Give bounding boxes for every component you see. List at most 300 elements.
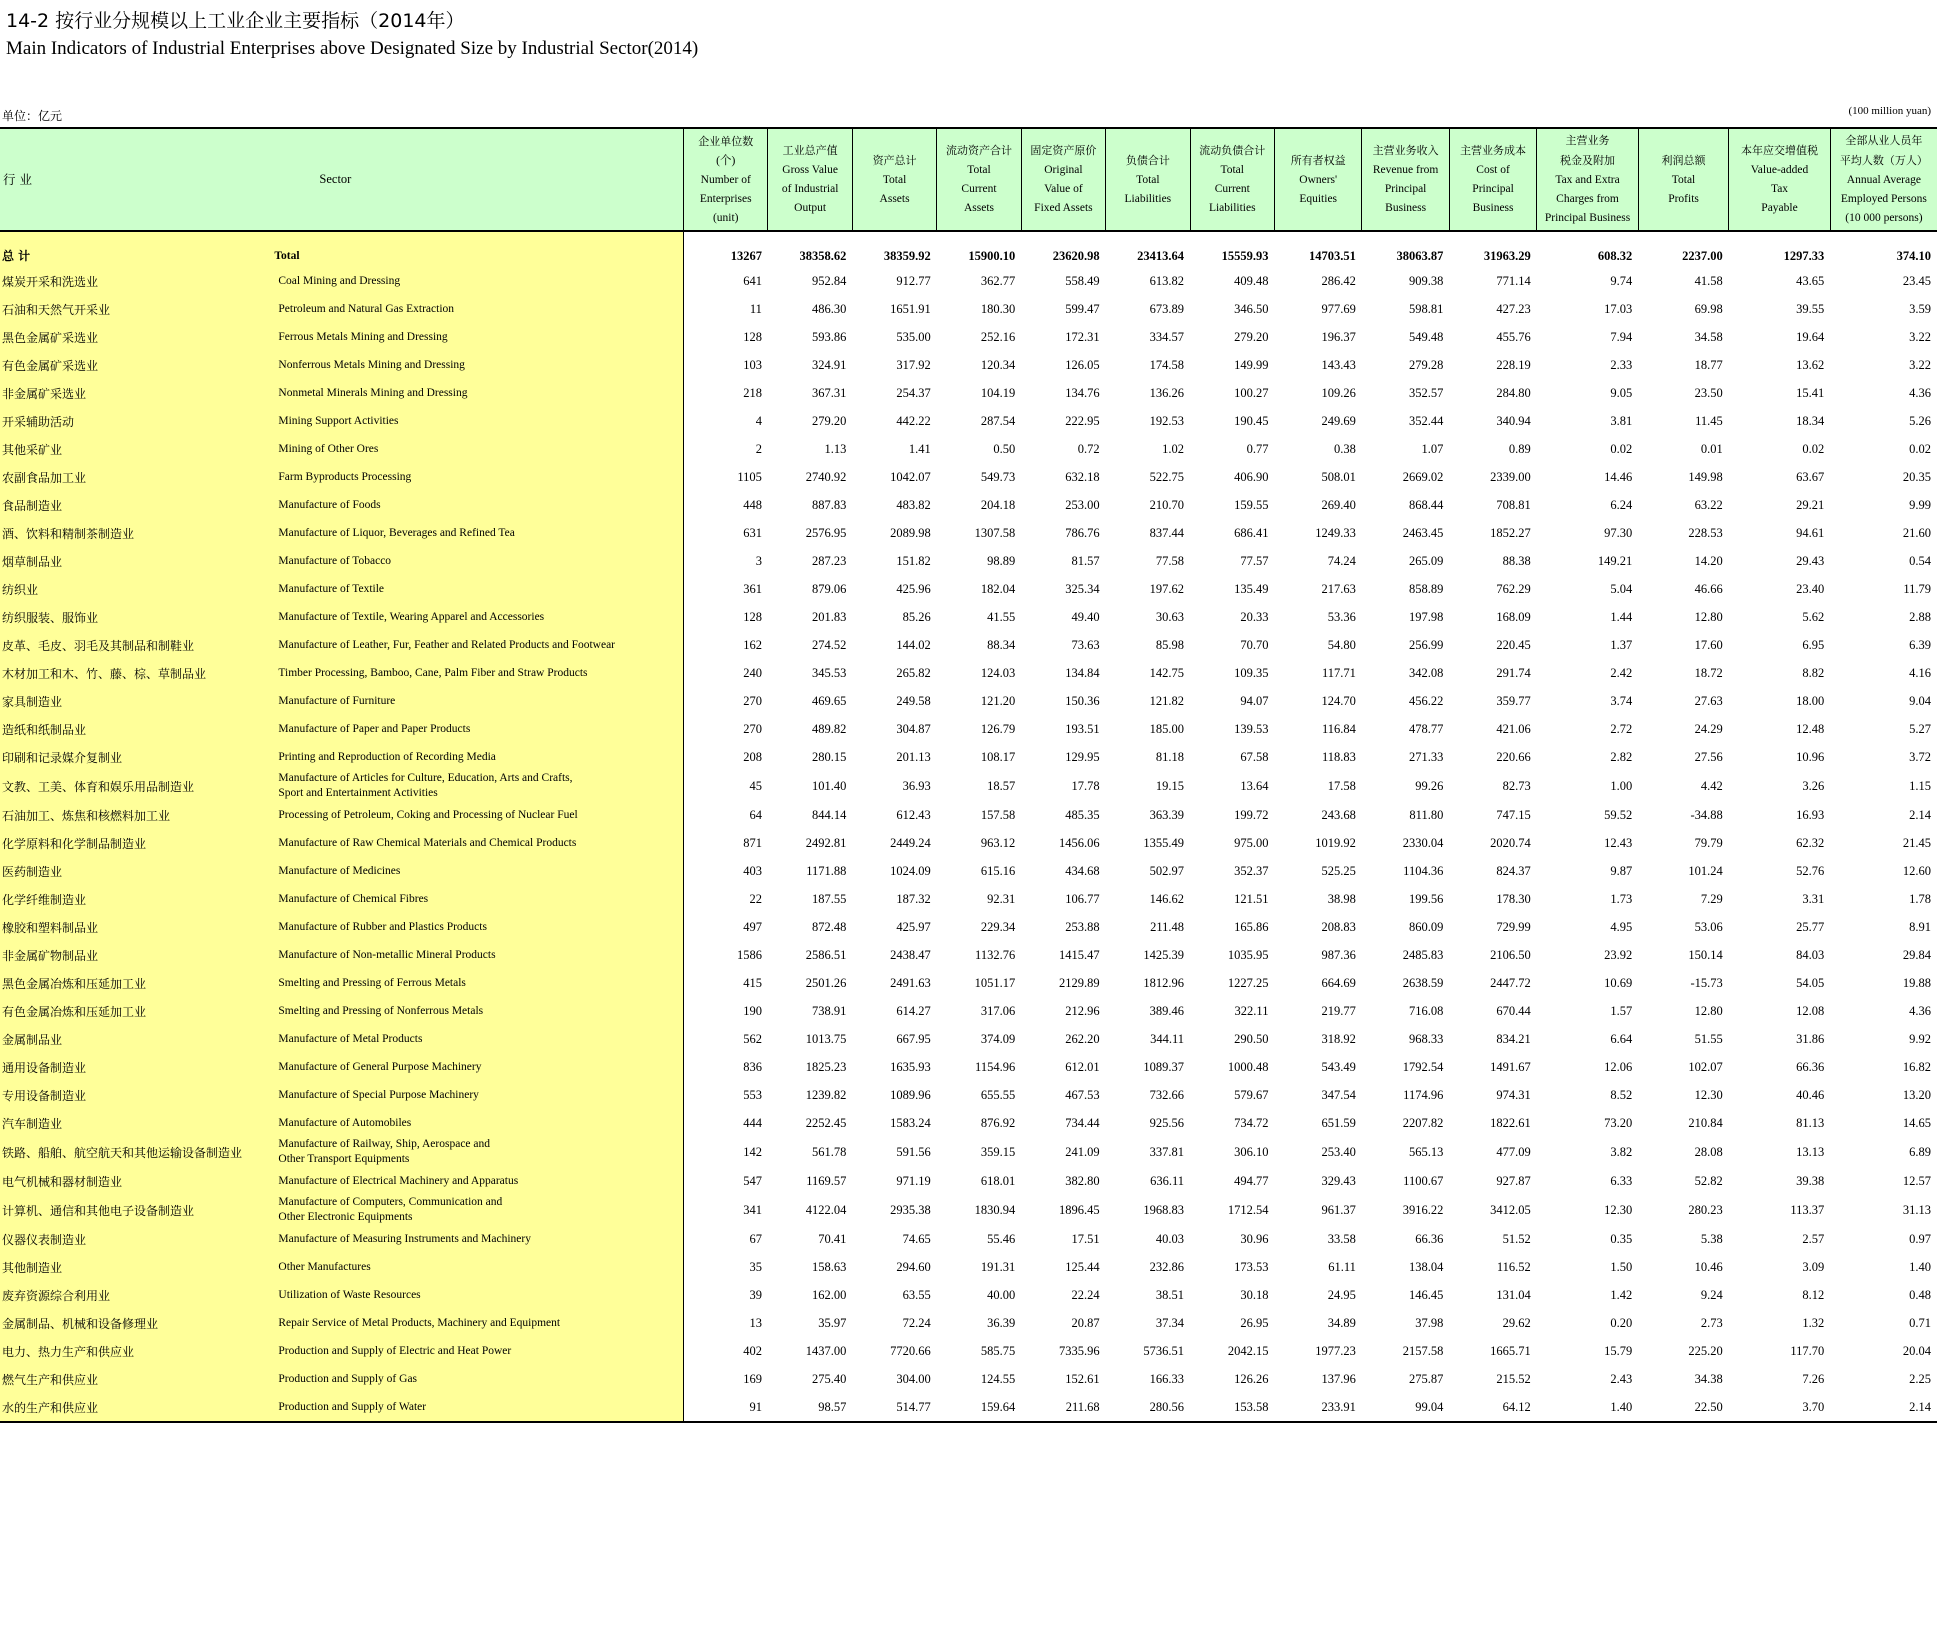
value-cell: 109.35 [1234, 665, 1269, 680]
value-cell: 11.45 [1695, 413, 1723, 428]
value-cell: 1.02 [1162, 441, 1185, 456]
value-cell: 124.55 [980, 1371, 1016, 1386]
value-cell: 73.63 [1071, 637, 1100, 652]
value-cell: 12.48 [1796, 721, 1825, 736]
value-cell: 549.48 [1408, 329, 1444, 344]
value-cell: 1.73 [1610, 891, 1633, 906]
value-cell: 46.66 [1694, 581, 1723, 596]
value-cell: 211.48 [1150, 919, 1185, 934]
value-cell: 2935.38 [890, 1202, 931, 1217]
value-cell: 456.22 [1408, 693, 1444, 708]
column-header-9 [1449, 128, 1536, 231]
value-cell: 4.36 [1909, 1003, 1931, 1018]
value-cell: 41.55 [987, 609, 1016, 624]
value-cell: 12.60 [1902, 863, 1931, 878]
value-cell: 17.51 [1071, 1231, 1100, 1246]
sector-name-cn: 造纸和纸制品业 [0, 715, 271, 743]
value-cell: 28.08 [1694, 1144, 1723, 1159]
value-cell: 174.58 [1149, 357, 1185, 372]
column-header-cn: 全部从业人员年 平均人数（万人） [1839, 134, 1928, 167]
value-cell: 673.89 [1149, 301, 1185, 316]
value-cell: 5.27 [1909, 721, 1931, 736]
value-cell: 987.36 [1321, 947, 1356, 962]
value-cell: 425.97 [896, 919, 931, 934]
value-cell: 708.81 [1496, 497, 1531, 512]
value-cell: 125.44 [1065, 1259, 1100, 1274]
value-cell: 270 [684, 715, 768, 743]
value-cell: 17.03 [1604, 301, 1633, 316]
sector-name-en: Manufacture of Automobiles [271, 1109, 683, 1137]
value-cell: 253.40 [1321, 1144, 1356, 1159]
value-cell: 25.77 [1796, 919, 1825, 934]
value-cell: 448 [684, 491, 768, 519]
value-cell: 1.07 [1421, 441, 1444, 456]
value-cell: 489.82 [811, 721, 847, 736]
value-cell: 52.76 [1796, 863, 1825, 878]
table-row [0, 969, 1937, 997]
value-cell: 15559.93 [1221, 249, 1269, 263]
value-cell: 99.04 [1362, 1393, 1449, 1422]
value-cell: 317.92 [896, 357, 931, 372]
table-header-row [0, 128, 1937, 231]
value-cell: 1977.23 [1315, 1343, 1356, 1358]
value-cell: 1491.67 [1490, 1059, 1531, 1074]
value-cell: 543.49 [1321, 1059, 1356, 1074]
column-header-en: Tax and Extra Charges from Principal Business [1544, 174, 1631, 224]
value-cell: 477.09 [1496, 1144, 1531, 1159]
sector-name-cn: 酒、饮料和精制茶制造业 [0, 519, 271, 547]
value-cell: 53.36 [1327, 609, 1356, 624]
value-cell: 3916.22 [1402, 1202, 1444, 1217]
value-cell: 34.38 [1694, 1371, 1723, 1386]
value-cell: 9.04 [1909, 693, 1931, 708]
value-cell: 73.20 [1604, 1115, 1633, 1130]
value-cell: 9.74 [1610, 273, 1633, 288]
value-cell: 166.33 [1149, 1371, 1185, 1386]
table-row [0, 1025, 1937, 1053]
sector-name-cn: 石油加工、炼焦和核燃料加工业 [0, 801, 271, 829]
value-cell: 1437.00 [805, 1343, 847, 1358]
value-cell: 4 [684, 407, 768, 435]
sector-name-en: Other Manufactures [271, 1253, 683, 1281]
table-row [0, 295, 1937, 323]
table-row [0, 323, 1937, 351]
value-cell: 121.20 [980, 693, 1016, 708]
value-cell: 2501.26 [805, 975, 847, 990]
value-cell: 8.52 [1610, 1087, 1633, 1102]
value-cell: 868.44 [1408, 497, 1444, 512]
value-cell: 97.30 [1604, 525, 1633, 540]
value-cell: 74.65 [902, 1231, 931, 1246]
value-cell: 5.62 [1802, 609, 1825, 624]
value-cell: 254.37 [896, 385, 931, 400]
value-cell: 190.45 [1234, 413, 1269, 428]
value-cell: 134.76 [1065, 385, 1100, 400]
sector-name-cn: 农副食品加工业 [0, 463, 271, 491]
value-cell: 1132.76 [975, 947, 1016, 962]
sector-name-cn: 开采辅助活动 [0, 407, 271, 435]
value-cell: 1024.09 [890, 863, 931, 878]
column-header-cn: 工业总产值 [782, 144, 838, 157]
value-cell: 525.25 [1321, 863, 1356, 878]
sector-name-en: Nonferrous Metals Mining and Dressing [271, 351, 683, 379]
value-cell: 146.62 [1149, 891, 1185, 906]
value-cell: 455.76 [1496, 329, 1531, 344]
value-cell: 434.68 [1065, 863, 1100, 878]
value-cell: 101.24 [1688, 863, 1723, 878]
sector-name-en: Utilization of Waste Resources [271, 1281, 683, 1309]
value-cell: 535.00 [896, 329, 931, 344]
value-cell: 103 [684, 351, 768, 379]
value-cell: 3.70 [1729, 1393, 1831, 1422]
sector-name-cn: 食品制造业 [0, 491, 271, 519]
table-row [0, 913, 1937, 941]
value-cell: 716.08 [1408, 1003, 1444, 1018]
value-cell: 1852.27 [1490, 525, 1531, 540]
sector-name-en: Farm Byproducts Processing [271, 463, 683, 491]
value-cell: 262.20 [1065, 1031, 1100, 1046]
value-cell: 1169.57 [806, 1173, 847, 1188]
sector-name-cn: 纺织业 [0, 575, 271, 603]
value-cell: 52.82 [1694, 1173, 1723, 1188]
value-cell: 30.18 [1240, 1287, 1269, 1302]
value-cell: 159.64 [937, 1393, 1021, 1422]
value-cell: 1456.06 [1059, 835, 1100, 850]
value-cell: 38.98 [1327, 891, 1356, 906]
value-cell: 8.91 [1909, 919, 1931, 934]
sector-name-en: Timber Processing, Bamboo, Cane, Palm Fiber and Straw Products [271, 659, 683, 687]
value-cell: 3.82 [1610, 1144, 1633, 1159]
value-cell: 1822.61 [1490, 1115, 1531, 1130]
table-row [0, 547, 1937, 575]
value-cell: 36.39 [987, 1315, 1016, 1330]
sector-name-cn: 皮革、毛皮、羽毛及其制品和制鞋业 [0, 631, 271, 659]
table-row [0, 1309, 1937, 1337]
value-cell: 215.52 [1496, 1371, 1531, 1386]
value-cell: 3.09 [1802, 1259, 1825, 1274]
sector-name-en: Manufacture of Chemical Fibres [271, 885, 683, 913]
value-cell: 0.02 [1610, 441, 1633, 456]
value-cell: 6.24 [1610, 497, 1633, 512]
value-cell: 3.26 [1802, 778, 1825, 793]
value-cell: 1792.54 [1402, 1059, 1444, 1074]
value-cell: 143.43 [1321, 357, 1356, 372]
value-cell: 38.51 [1155, 1287, 1185, 1302]
value-cell: 858.89 [1408, 581, 1444, 596]
value-cell: 837.44 [1149, 525, 1185, 540]
value-cell: 252.16 [980, 329, 1016, 344]
value-cell: 834.21 [1496, 1031, 1531, 1046]
sector-name-en: Mining of Other Ores [271, 435, 683, 463]
value-cell: 45 [684, 771, 768, 801]
value-cell: 18.57 [987, 778, 1016, 793]
value-cell: 1.00 [1610, 778, 1633, 793]
value-cell: 187.55 [811, 891, 847, 906]
value-cell: 88.34 [987, 637, 1016, 652]
sector-name-en: Smelting and Pressing of Ferrous Metals [271, 969, 683, 997]
value-cell: 6.33 [1610, 1173, 1633, 1188]
value-cell: 35 [684, 1253, 768, 1281]
value-cell: 2 [684, 435, 768, 463]
value-cell: 1415.47 [1059, 947, 1100, 962]
value-cell: 427.23 [1496, 301, 1531, 316]
sector-name-cn: 化学原料和化学制品制造业 [0, 829, 271, 857]
sector-name-cn: 橡胶和塑料制品业 [0, 913, 271, 941]
sector-name-en: Manufacture of Rubber and Plastics Products [271, 913, 683, 941]
value-cell: 12.80 [1694, 1003, 1723, 1018]
value-cell: 23413.64 [1137, 249, 1185, 263]
value-cell: 2339.00 [1490, 469, 1531, 484]
value-cell: 81.13 [1796, 1115, 1825, 1130]
value-cell: 497 [684, 913, 768, 941]
value-cell: 66.36 [1415, 1231, 1444, 1246]
value-cell: 128 [684, 603, 768, 631]
value-cell: 229.34 [980, 919, 1016, 934]
value-cell: 389.46 [1149, 1003, 1185, 1018]
value-cell: 824.37 [1496, 863, 1531, 878]
value-cell: 971.19 [896, 1173, 931, 1188]
value-cell: 72.24 [902, 1315, 931, 1330]
value-cell: 24.29 [1694, 721, 1723, 736]
value-cell: 85.98 [1155, 637, 1185, 652]
value-cell: 367.31 [811, 385, 847, 400]
value-cell: 591.56 [896, 1144, 931, 1159]
value-cell: 322.11 [1234, 1003, 1269, 1018]
value-cell: 265.82 [896, 665, 931, 680]
value-cell: 977.69 [1321, 301, 1356, 316]
sector-name-cn: 专用设备制造业 [0, 1081, 271, 1109]
value-cell: 2.14 [1830, 1393, 1937, 1422]
value-cell: 0.50 [993, 441, 1016, 456]
value-cell: 5.38 [1700, 1231, 1723, 1246]
value-cell: 55.46 [987, 1231, 1016, 1246]
value-cell: 927.87 [1496, 1173, 1531, 1188]
value-cell: 187.32 [896, 891, 931, 906]
value-cell: 2576.95 [805, 525, 847, 540]
value-cell: 31963.29 [1483, 249, 1531, 263]
value-cell: 208.83 [1321, 919, 1356, 934]
value-cell: 2106.50 [1490, 947, 1531, 962]
value-cell: 70.70 [1240, 637, 1269, 652]
value-cell: 22 [684, 885, 768, 913]
value-cell: 871 [684, 829, 768, 857]
value-cell: 30.96 [1240, 1231, 1269, 1246]
value-cell: -34.88 [1690, 807, 1723, 822]
value-cell: 33.58 [1327, 1231, 1356, 1246]
column-header-en: Total Liabilities [1124, 173, 1172, 205]
column-header-cn: 主营业务 税金及附加 [1560, 134, 1616, 167]
value-cell: 415 [684, 969, 768, 997]
value-cell: 16.93 [1796, 807, 1825, 822]
value-cell: 82.73 [1502, 778, 1531, 793]
value-cell: 208 [684, 743, 768, 771]
value-cell: 18.00 [1796, 693, 1825, 708]
value-cell: 18.72 [1694, 665, 1723, 680]
value-cell: 193.51 [1065, 721, 1100, 736]
column-header-en: Annual Average Employed Persons (10 000 persons) [1840, 174, 1927, 224]
value-cell: 291.74 [1496, 665, 1531, 680]
value-cell: 565.13 [1408, 1144, 1444, 1159]
value-cell: 14703.51 [1309, 249, 1356, 263]
sector-name-cn: 总 计 [0, 231, 271, 267]
value-cell: 150.14 [1688, 947, 1723, 962]
value-cell: 7.29 [1700, 891, 1723, 906]
value-cell: 29.21 [1796, 497, 1825, 512]
value-cell: 2089.98 [890, 525, 931, 540]
column-header-0 [684, 128, 768, 231]
value-cell: 732.66 [1149, 1087, 1185, 1102]
sector-name-cn: 水的生产和供应业 [0, 1393, 271, 1422]
table-row [0, 1225, 1937, 1253]
value-cell: 0.02 [1802, 441, 1825, 456]
value-cell: 22.24 [1071, 1287, 1100, 1302]
value-cell: 35.97 [818, 1315, 847, 1330]
column-header-6 [1190, 128, 1274, 231]
sector-name-en: Petroleum and Natural Gas Extraction [271, 295, 683, 323]
value-cell: 23.45 [1902, 273, 1931, 288]
value-cell: 136.26 [1149, 385, 1185, 400]
unit-label-cn: 单位：亿元 [2, 109, 63, 123]
value-cell: 13267 [684, 231, 768, 267]
value-cell: 3.31 [1802, 891, 1825, 906]
value-cell: 81.57 [1071, 553, 1100, 568]
value-cell: 1.15 [1909, 778, 1931, 793]
value-cell: 38359.92 [883, 249, 931, 263]
value-cell: 352.44 [1408, 413, 1444, 428]
value-cell: 121.82 [1149, 693, 1185, 708]
value-cell: 2449.24 [890, 835, 931, 850]
value-cell: 3 [684, 547, 768, 575]
value-cell: 138.04 [1408, 1259, 1444, 1274]
value-cell: 1968.83 [1143, 1202, 1185, 1217]
value-cell: 738.91 [811, 1003, 847, 1018]
value-cell: 4.16 [1909, 665, 1931, 680]
value-cell: 3.81 [1610, 413, 1633, 428]
column-header-en: Owners' Equities [1299, 173, 1338, 205]
value-cell: 249.69 [1321, 413, 1356, 428]
value-cell: 212.96 [1065, 1003, 1100, 1018]
table-row [0, 267, 1937, 295]
value-cell: 1583.24 [890, 1115, 931, 1130]
value-cell: 1239.82 [805, 1087, 847, 1102]
value-cell: 102.07 [1688, 1059, 1723, 1074]
value-cell: 63.22 [1694, 497, 1723, 512]
value-cell: 228.19 [1496, 357, 1531, 372]
value-cell: 887.83 [811, 497, 847, 512]
value-cell: 409.48 [1234, 273, 1269, 288]
value-cell: 265.09 [1408, 553, 1444, 568]
value-cell: 64 [684, 801, 768, 829]
value-cell: 3.22 [1909, 329, 1931, 344]
sector-name-cn: 有色金属冶炼和压延加工业 [0, 997, 271, 1025]
value-cell: 63.67 [1796, 469, 1825, 484]
value-cell: 34.58 [1694, 329, 1723, 344]
column-header-en: Cost of Principal Business [1472, 164, 1514, 214]
value-cell: 210.84 [1688, 1115, 1723, 1130]
value-cell: 104.19 [980, 385, 1016, 400]
value-cell: 1830.94 [974, 1202, 1016, 1217]
sector-name-cn: 通用设备制造业 [0, 1053, 271, 1081]
value-cell: 117.70 [1790, 1343, 1825, 1358]
value-cell: 0.54 [1909, 553, 1931, 568]
table-row [0, 1195, 1937, 1225]
column-header-8 [1362, 128, 1449, 231]
sector-name-en: Manufacture of Electrical Machinery and Apparatus [271, 1167, 683, 1195]
value-cell: 162 [684, 631, 768, 659]
value-cell: 382.80 [1065, 1173, 1100, 1188]
value-cell: 1712.54 [1227, 1202, 1269, 1217]
value-cell: 0.01 [1700, 441, 1723, 456]
value-cell: 88.38 [1502, 553, 1531, 568]
value-cell: 126.05 [1065, 357, 1100, 372]
value-cell: 94.61 [1796, 525, 1825, 540]
value-cell: 968.33 [1408, 1031, 1444, 1046]
value-cell: 286.42 [1321, 273, 1356, 288]
value-cell: 40.00 [987, 1287, 1016, 1302]
value-cell: 23620.98 [1052, 249, 1100, 263]
value-cell: 243.68 [1321, 807, 1356, 822]
value-cell: 1042.07 [890, 469, 931, 484]
value-cell: 667.95 [896, 1031, 931, 1046]
value-cell: 99.26 [1415, 778, 1444, 793]
value-cell: 361 [684, 575, 768, 603]
column-header-cn: 主营业务成本 [1460, 144, 1527, 157]
column-header-cn: 资产总计 [872, 153, 917, 167]
value-cell: 613.82 [1149, 273, 1185, 288]
sector-name-en: Production and Supply of Electric and Heat Power [271, 1337, 683, 1365]
value-cell: 2237.00 [1682, 249, 1723, 263]
value-cell: 5736.51 [1143, 1343, 1185, 1358]
value-cell: 126.26 [1234, 1371, 1269, 1386]
value-cell: 54.05 [1796, 975, 1825, 990]
value-cell: 771.14 [1496, 273, 1531, 288]
value-cell: 151.82 [896, 553, 931, 568]
value-cell: 612.01 [1065, 1059, 1100, 1074]
value-cell: 0.35 [1610, 1231, 1633, 1246]
value-cell: 1425.39 [1143, 947, 1185, 962]
table-row [0, 1053, 1937, 1081]
value-cell: 61.11 [1328, 1259, 1356, 1274]
value-cell: 2042.15 [1227, 1343, 1269, 1358]
value-cell: 172.31 [1065, 329, 1100, 344]
value-cell: 275.87 [1408, 1371, 1444, 1386]
value-cell: 729.99 [1496, 919, 1531, 934]
value-cell: 2157.58 [1402, 1343, 1444, 1358]
value-cell: 4122.04 [805, 1202, 847, 1217]
value-cell: 762.29 [1496, 581, 1531, 596]
value-cell: 346.50 [1234, 301, 1269, 316]
table-row [0, 575, 1937, 603]
value-cell: 1297.33 [1783, 249, 1825, 263]
value-cell: 101.40 [811, 778, 847, 793]
value-cell: 201.13 [896, 749, 931, 764]
value-cell: 2252.45 [805, 1115, 847, 1130]
value-cell: 1154.96 [975, 1059, 1016, 1074]
value-cell: 13.64 [1240, 778, 1269, 793]
value-cell: 11 [684, 295, 768, 323]
value-cell: 8.82 [1802, 665, 1825, 680]
sector-name-cn: 黑色金属矿采选业 [0, 323, 271, 351]
page-title-cn: 14-2 按行业分规模以上工业企业主要指标（2014年） [6, 10, 465, 32]
sector-name-cn: 电力、热力生产和供应业 [0, 1337, 271, 1365]
sector-name-cn: 计算机、通信和其他电子设备制造业 [0, 1195, 271, 1225]
value-cell: 201.83 [811, 609, 847, 624]
value-cell: 1089.37 [1143, 1059, 1185, 1074]
table-row [0, 829, 1937, 857]
value-cell: 1307.58 [974, 525, 1016, 540]
value-cell: 10.46 [1694, 1259, 1723, 1274]
value-cell: 290.50 [1234, 1031, 1269, 1046]
